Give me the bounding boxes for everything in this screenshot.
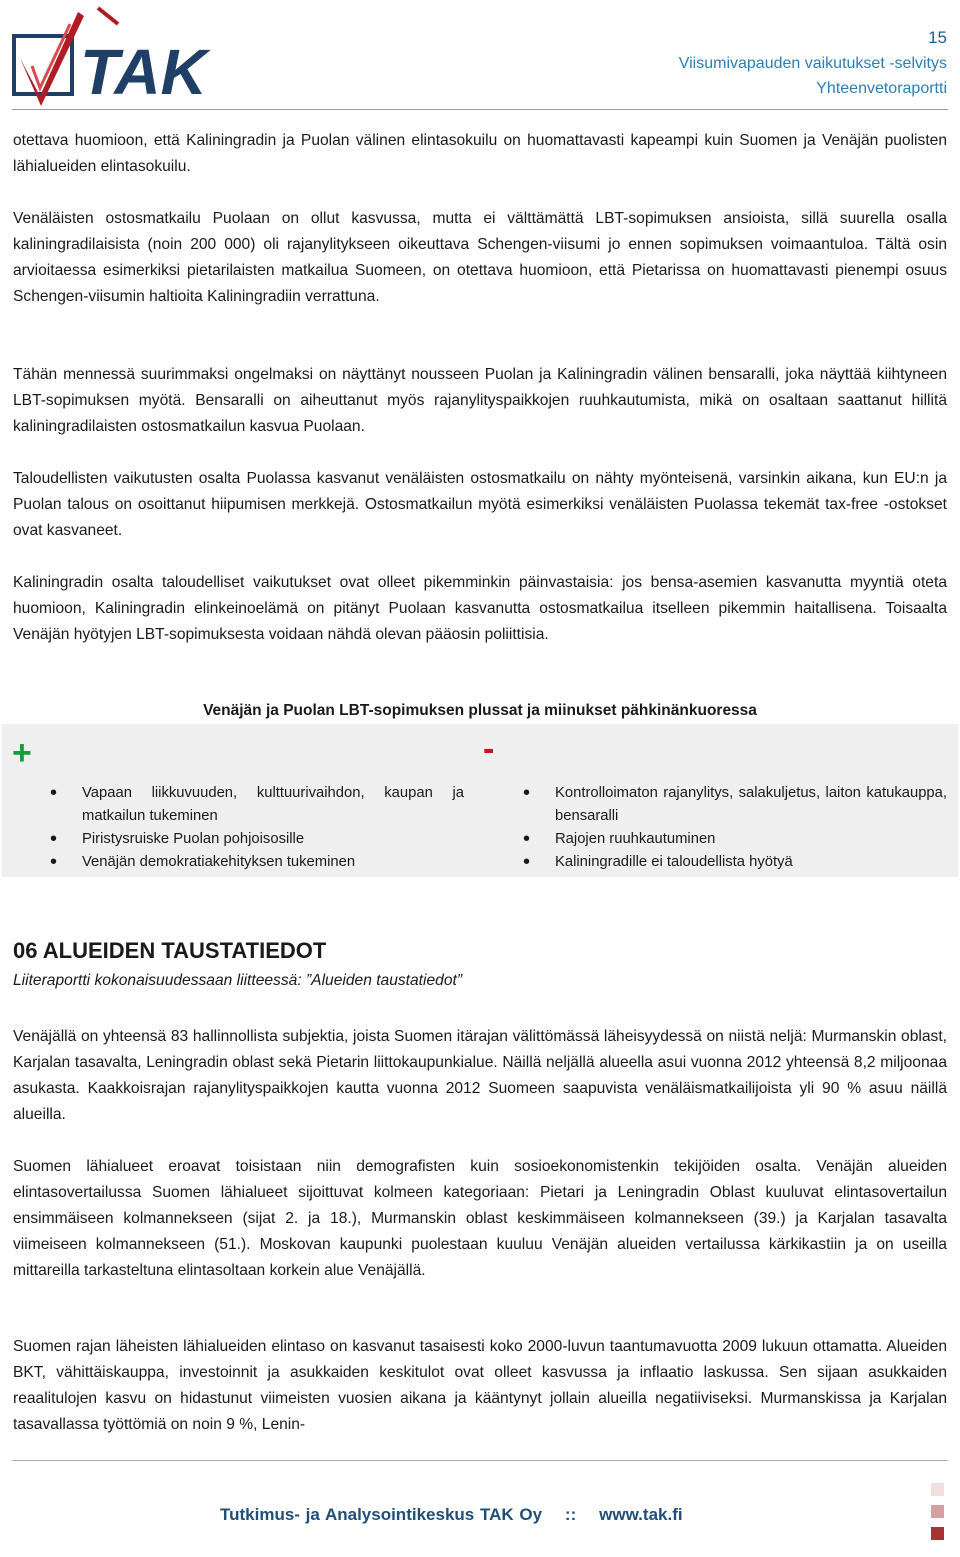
minus-item: • Rajojen ruuhkautuminen [523,828,947,851]
footer-text: Tutkimus- ja Analysointikeskus TAK Oy :: www.tak.fi [220,1505,683,1524]
header-divider [12,109,948,110]
minus-item: • Kaliningradille ei taloudellista hyötyä [523,851,947,874]
section-paragraph-3: Suomen rajan läheisten lähialueiden elintaso on kasvanut tasaisesti koko 2000-luvun taantumavuotta 2009 lukuun ottamatta. Alueiden BKT, vähittäiskauppa, investoinnit ja asukkaiden keskitulot ovat olleet kasvussa ja inflaatio laskussa. Sen sijaan asukkaiden reaalitulojen kasvu on hidastunut viimeisten vuosien aikana ja kääntynyt jollain alueilla negatiiviseksi. Murmanskissa ja Karjalan tasavallassa työttömiä on noin 9 %, Lenin- [13,1338,947,1433]
section-subheading: Liiteraportti kokonaisuudessaan liitteessä: ”Alueiden taustatiedot” [13,972,463,989]
section-paragraph-1: Venäjällä on yhteensä 83 hallinnollista subjektia, joista Suomen itärajan välittömässä läheisyydessä on niistä neljä: Murmanskin oblast, Karjalan tasavalta, Leningradin oblast sekä Pietarin liittokaupunkialue. Näillä neljällä alueella asui vuonna 2012 yhteensä 8,2 miljoonaa asukasta. Kaakkoisrajan rajanylityspaikkojen kautta vuonna 2012 Suomeen saapuvista venäläismatkailijoista yli 90 % asuu näillä alueilla. [13,1028,947,1123]
report-title: Viisumivapauden vaikutukset -selvitys [678,55,947,72]
footer-divider [12,1460,948,1461]
plus-list [50,782,464,874]
plus-item: • Vapaan liikkuvuuden, kulttuurivaihdon, kaupan ja matkailun tukeminen [50,782,464,828]
footer-square [931,1483,944,1496]
page-number: 15 [928,28,947,47]
section-heading: 06 ALUEIDEN TAUSTATIEDOT [13,938,327,963]
paragraph-4: Taloudellisten vaikutusten osalta Puolassa kasvanut venäläisten ostosmatkailu on nähty myönteisenä, varsinkin aikana, kun EU:n ja Puolan talous on osoittanut hiipumisen merkkejä. Ostosmatkailun myötä esimerkiksi venäläisten Puolassa tekemät tax-free -ostokset ovat kasvaneet. [13,470,947,539]
paragraph-1: otettava huomioon, että Kaliningradin ja Puolan välinen elintasokuilu on huomattavasti kapeampi kuin Suomen ja Venäjän puolisten lähialueiden elintasokuilu. [13,132,947,175]
minus-icon: - [483,730,495,768]
footer-square [931,1505,944,1518]
footer-square [931,1527,944,1540]
paragraph-5: Kaliningradin osalta taloudelliset vaikutukset ovat olleet pikemminkin päinvastaisia: jos bensa-asemien kasvanutta myyntiä oteta huomioon, Kaliningradin elinkeinoelämä on pitänyt Puolaan kasvanutta ostosmatkailua itselleen pikemmin haitallisena. Toisaalta Venäjän hyötyjen LBT-sopimuksesta voidaan nähdä olevan pääosin poliittisia. [13,574,947,643]
plus-item: • Venäjän demokratiakehityksen tukeminen [50,851,464,874]
report-subtitle: Yhteenvetoraportti [816,80,947,97]
logo-text: TAK [80,36,207,106]
tak-logo [10,6,215,106]
plus-icon: + [12,734,32,772]
procon-box-title: Venäjän ja Puolan LBT-sopimuksen plussat ja miinukset pähkinänkuoressa [203,702,757,719]
plus-item: • Piristysruiske Puolan pohjoisosille [50,828,464,851]
paragraph-2: Venäläisten ostosmatkailu Puolaan on ollut kasvussa, mutta ei välttämättä LBT-sopimuksen ansioista, sillä suurella osalla kaliningradilaisista (noin 200 000) oli rajanylitykseen oikeuttava Schengen-viisumi jo ennen sopimuksen voimaantuloa. Tältä osin arvioitaessa esimerkiksi pietarilaisten matkailua Suomeen, on otettava huomioon, että Pietarissa on huomattavasti pienempi osuus Schengen-viisumin haltioita Kaliningradiin verrattuna. [13,210,947,305]
minus-item: • Kontrolloimaton rajanylitys, salakuljetus, laiton katukauppa, bensaralli [523,782,947,828]
minus-list [523,782,947,874]
paragraph-3: Tähän mennessä suurimmaksi ongelmaksi on näyttänyt nousseen Puolan ja Kaliningradin välinen bensaralli, joka näyttää kiihtyneen LBT-sopimuksen myötä. Bensaralli on aiheuttanut myös rajanylityspaikkojen ruuhkautumista, mikä on osaltaan saattanut hillitä kaliningradilaisten ostosmatkailun kasvua Puolaan. [13,366,947,435]
footer-decoration [931,1483,945,1549]
section-paragraph-2: Suomen lähialueet eroavat toisistaan niin demografisten kuin sosioekonomistenkin tekijöiden osalta. Venäjän alueiden elintasovertailussa Suomen lähialueet sijoittuvat kolmeen kategoriaan: Pietari ja Leningradin Oblast kuuluvat elintasovertailun ensimmäiseen kolmannekseen (sijat 2. ja 18.), Murmanskin oblast keskimmäiseen kolmannekseen (39.) ja Karjalan tasavalta viimeiseen kolmannekseen (51.). Moskovan kaupunki puolestaan kuuluu Venäjän alueiden vertailussa kärkikastiin ja on useilla mittareilla tarkasteltuna elintasoltaan korkein alue Venäjällä. [13,1158,947,1279]
